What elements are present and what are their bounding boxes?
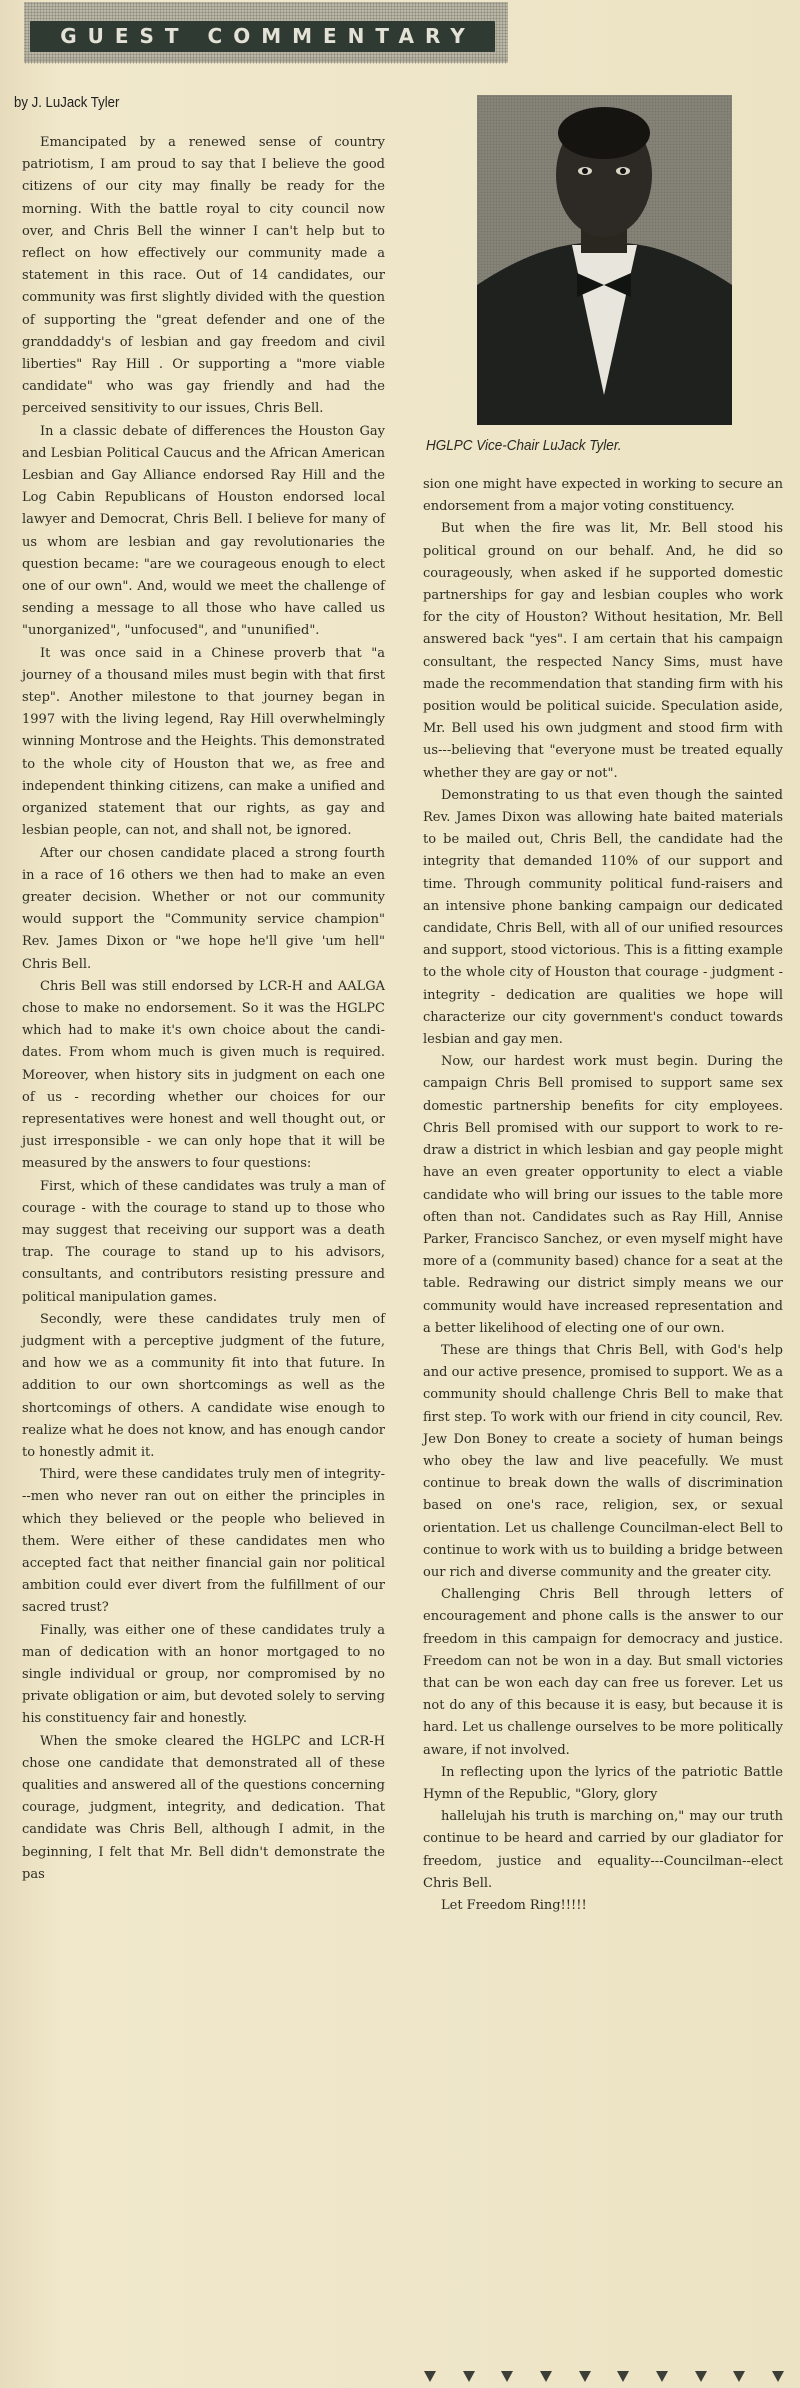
header-rule [24, 58, 508, 64]
paragraph: Now, our hardest work must begin. During the campaign Chris Bell promised to support same sex domestic partnership benefits for city employees. Chris Bell promised with our support to work to redraw a district in which lesbian and gay people might have an even greater opportunity to elect a viable candidate who will bring our issues to the table more often than not. Candidates such as Ray Hill, Annise Parker, Francisco Sanchez, or even myself might have more of a (community based) chance for a seat at the table. Redrawing our district simply means we our community would have increased representation and a better likelihood of electing one of our own. [423, 1054, 783, 1336]
paragraph: In a classic debate of differences the Houston Gay and Lesbian Political Caucus and the African American Lesbian and Gay Alliance endorsed Ray Hill and the Log Cabin Republicans of Houston endorsed local lawyer and Democrat, Chris Bell. I believe for many of us whom are lesbian and gay revolutionaries the question became: "are we courageous enough to elect one of our own". And, would we meet the challenge of sending a message to all those who have called us "unorganized", "unfocused", and "ununified". [22, 423, 385, 639]
paragraph: hallelujah his truth is marching on," may our truth continue to be heard and carried by our gladiator for freedom, justice and equality---Councilman--elect Chris Bell. [423, 1809, 783, 1891]
down-triangle-icon [424, 2371, 436, 2382]
end-of-article-marks [424, 2371, 784, 2382]
section-title: GUEST COMMENTARY [60, 24, 476, 48]
photo-caption: HGLPC Vice-Chair LuJack Tyler. [426, 437, 622, 454]
article-column-left [22, 132, 385, 1886]
paragraph: But when the fire was lit, Mr. Bell stood his political ground on our behalf. And, he did so courageously, when asked if he supported domestic partnerships for gay and lesbian couples who work for the city of Houston? Without hesitation, Mr. Bell answered back "yes". I am certain that his campaign consultant, the respected Nancy Sims, must have made the recommendation that standing firm with his position would be political suicide. Speculation aside, Mr. Bell used his own judgment and stood firm with us---believing that "everyone must be treated equally whether they are gay or not". [423, 521, 783, 781]
down-triangle-icon [656, 2371, 668, 2382]
paragraph: When the smoke cleared the HGLPC and LCR-H chose one candidate that demonstrated all of these qualities and answered all of the questions concerning courage, judgment, integrity, and dedication. That candidate was Chris Bell, although I admit, in the beginning, I felt that Mr. Bell didn't demonstrate the pas [22, 1733, 385, 1882]
down-triangle-icon [772, 2371, 784, 2382]
paragraph-continued: sion one might have expected in working to secure an endorsement from a major voting constituency. [423, 477, 783, 515]
paragraph: It was once said in a Chinese proverb that "a journey of a thousand miles must begin with that first step". Another milestone to that journey began in 1997 with the living legend, Ray Hill overwhelmingly winning Montrose and the Heights. This demonstrated to the whole city of Houston that we, as free and independent thinking citizens, can make a unified and organized statement that our rights, as gay and lesbian people, can not, and shall not, be ignored. [22, 645, 385, 839]
byline: by J. LuJack Tyler [14, 94, 120, 111]
paragraph: Secondly, were these candidates truly men of judgment with a perceptive judgment of the future, and how we as a community fit into that future. In addition to our own shortcomings as well as the shortcomings of others. A candidate wise enough to realize what he does not know, and has enough candor to honestly admit it. [22, 1311, 385, 1460]
down-triangle-icon [501, 2371, 513, 2382]
paragraph: Third, were these candidates truly men of integrity---men who never ran out on either the principles in which they believed or the people who believed in them. Were either of these candidates men who accepted fact that neither financial gain nor political ambition could ever divert from the fulfillment of our sacred trust? [22, 1467, 385, 1616]
paragraph: Finally, was either one of these candidates truly a man of dedication with an honor mortgaged to no single individual or group, nor compromised by no private obligation or aim, but devoted solely to serving his constituency fair and honestly. [22, 1622, 385, 1727]
down-triangle-icon [463, 2371, 475, 2382]
paragraph: In reflecting upon the lyrics of the patriotic Battle Hymn of the Republic, "Glory, glory [423, 1764, 783, 1802]
closing-line: Let Freedom Ring!!!!! [441, 1898, 587, 1913]
down-triangle-icon [579, 2371, 591, 2382]
paragraph: First, which of these candidates was truly a man of courage - with the courage to stand up to those who may suggest that receiving our support was a death trap. The courage to stand up to his advisors, consultants, and contributors resisting pressure and political manipulation games. [22, 1178, 385, 1305]
paragraph: These are things that Chris Bell, with God's help and our active presence, promised to support. We as a community should challenge Chris Bell to make that first step. To work with our friend in city council, Rev. Jew Don Boney to create a society of human beings who obey the law and live peacefully. We must continue to break down the walls of discrimination based on one's race, religion, sex, or sexual orientation. Let us challenge Councilman-elect Bell to continue to work with us to building a bridge between our rich and diverse community and the greater city. [423, 1342, 783, 1580]
paragraph: Demonstrating to us that even though the sainted Rev. James Dixon was allowing hate baited materials to be mailed out, Chris Bell, the candidate had the integrity that demanded 110% of our support and time. Through community political fund-raisers and an intensive phone banking campaign our dedicated candidate, Chris Bell, with all of our unified resources and support, stood victorious. This is a fitting example to the whole city of Houston that courage - judgment - integrity - dedication are qualities we hope will characterize our city government's conduct towards lesbian and gay men. [423, 787, 783, 1048]
paragraph: Chris Bell was still endorsed by LCR-H and AALGA chose to make no endorsement. So it was the HGLPC which had to make it's own choice about the candidates. From whom much is given much is required. Moreover, when history sits in judgment on each one of us - recording whether our choices for our representatives were honest and well thought out, or just irresponsible - we can only hope that it will be measured by the answers to four questions: [22, 978, 385, 1172]
down-triangle-icon [695, 2371, 707, 2382]
paragraph: Emancipated by a renewed sense of country patriotism, I am proud to say that I believe the good citizens of our city may finally be ready for the morning. With the battle royal to city council now over, and Chris Bell the winner I can't help but to reflect on how effectively our community made a statement in this race. Out of 14 candidates, our community was first slightly divided with the question of supporting the "great defender and one of the granddaddy's of lesbian and gay freedom and civil liberties" Ray Hill . Or supporting a "more viable candidate" who was gay friendly and had the perceived sensitivity to our issues, Chris Bell. [22, 135, 385, 417]
article-column-right [423, 474, 783, 1917]
portrait-image [477, 95, 732, 425]
paragraph: After our chosen candidate placed a strong fourth in a race of 16 others we then had to make an even greater decision. Whether or not our community would support the "Community service champion" Rev. James Dixon or "we hope he'll give 'um hell" Chris Bell. [22, 845, 385, 972]
down-triangle-icon [617, 2371, 629, 2382]
down-triangle-icon [540, 2371, 552, 2382]
paragraph: Challenging Chris Bell through letters of encouragement and phone calls is the answer to our freedom in this campaign for democracy and justice. Freedom can not be won in a day. But small victories that can be won each day can free us forever. Let us not do any of this because it is easy, but because it is hard. Let us challenge ourselves to be more politically aware, if not involved. [423, 1587, 783, 1758]
down-triangle-icon [733, 2371, 745, 2382]
author-photo [477, 95, 732, 425]
